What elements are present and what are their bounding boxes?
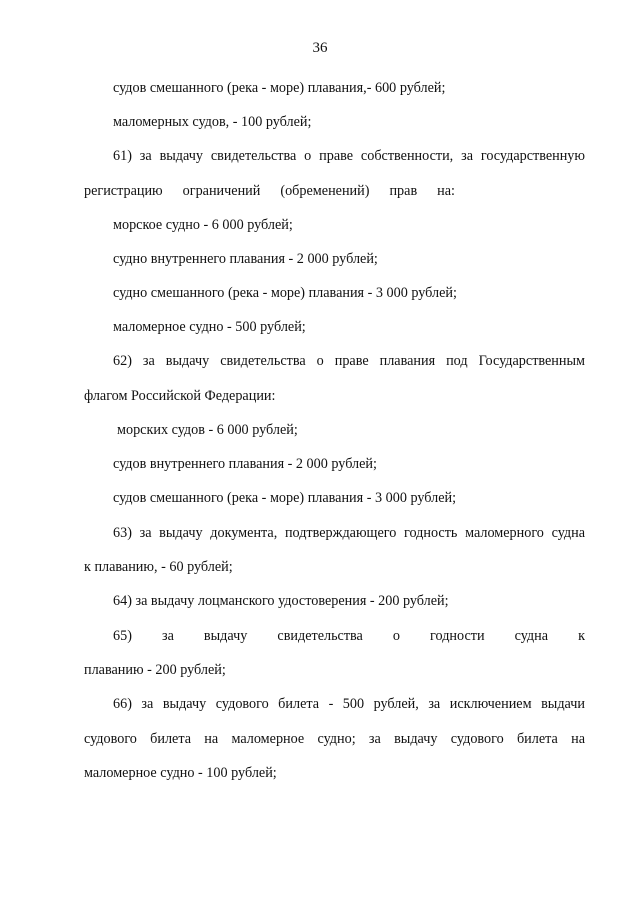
text-line-8: маломерное судно - 500 рублей; [113,319,306,335]
text-line-12: судов внутреннего плавания - 2 000 рублей; [113,456,377,472]
page-number: 36 [312,40,328,56]
item-61-line-1: 61) за выдачу свидетельства о праве собственности, за государственную [113,148,585,164]
item-61-line-2: регистрацию ограничений (обременений) прав на: [84,183,455,199]
item-62-line-2: флагом Российской Федерации: [84,388,276,404]
item-63-line-2: к плаванию, - 60 рублей; [84,559,233,575]
text-line-13: судов смешанного (река - море) плавания - 3 000 рублей; [113,490,457,506]
text-line-6: судно внутреннего плавания - 2 000 рублей; [113,251,378,267]
text-line-1: судов смешанного (река - море) плавания,- 600 рублей; [113,80,446,96]
item-66-line-3: маломерное судно - 100 рублей; [84,765,277,781]
text-line-11: морских судов - 6 000 рублей; [117,422,298,438]
item-62-line-1: 62) за выдачу свидетельства о праве плавания под Государственным [113,353,585,369]
text-line-5: морское судно - 6 000 рублей; [113,217,293,233]
item-66-line-2: судового билета на маломерное судно; за выдачу судового билета на [84,731,585,747]
text-line-2: маломерных судов, - 100 рублей; [113,114,312,130]
text-line-7: судно смешанного (река - море) плавания - 3 000 рублей; [113,285,457,301]
item-64-line: 64) за выдачу лоцманского удостоверения - 200 рублей; [113,593,449,609]
item-66-line-1: 66) за выдачу судового билета - 500 рублей, за исключением выдачи [113,696,585,712]
item-65-line-1: 65) за выдачу свидетельства о годности судна к [113,628,585,644]
item-65-line-2: плаванию - 200 рублей; [84,662,226,678]
item-63-line-1: 63) за выдачу документа, подтверждающего годность маломерного судна [113,525,585,541]
